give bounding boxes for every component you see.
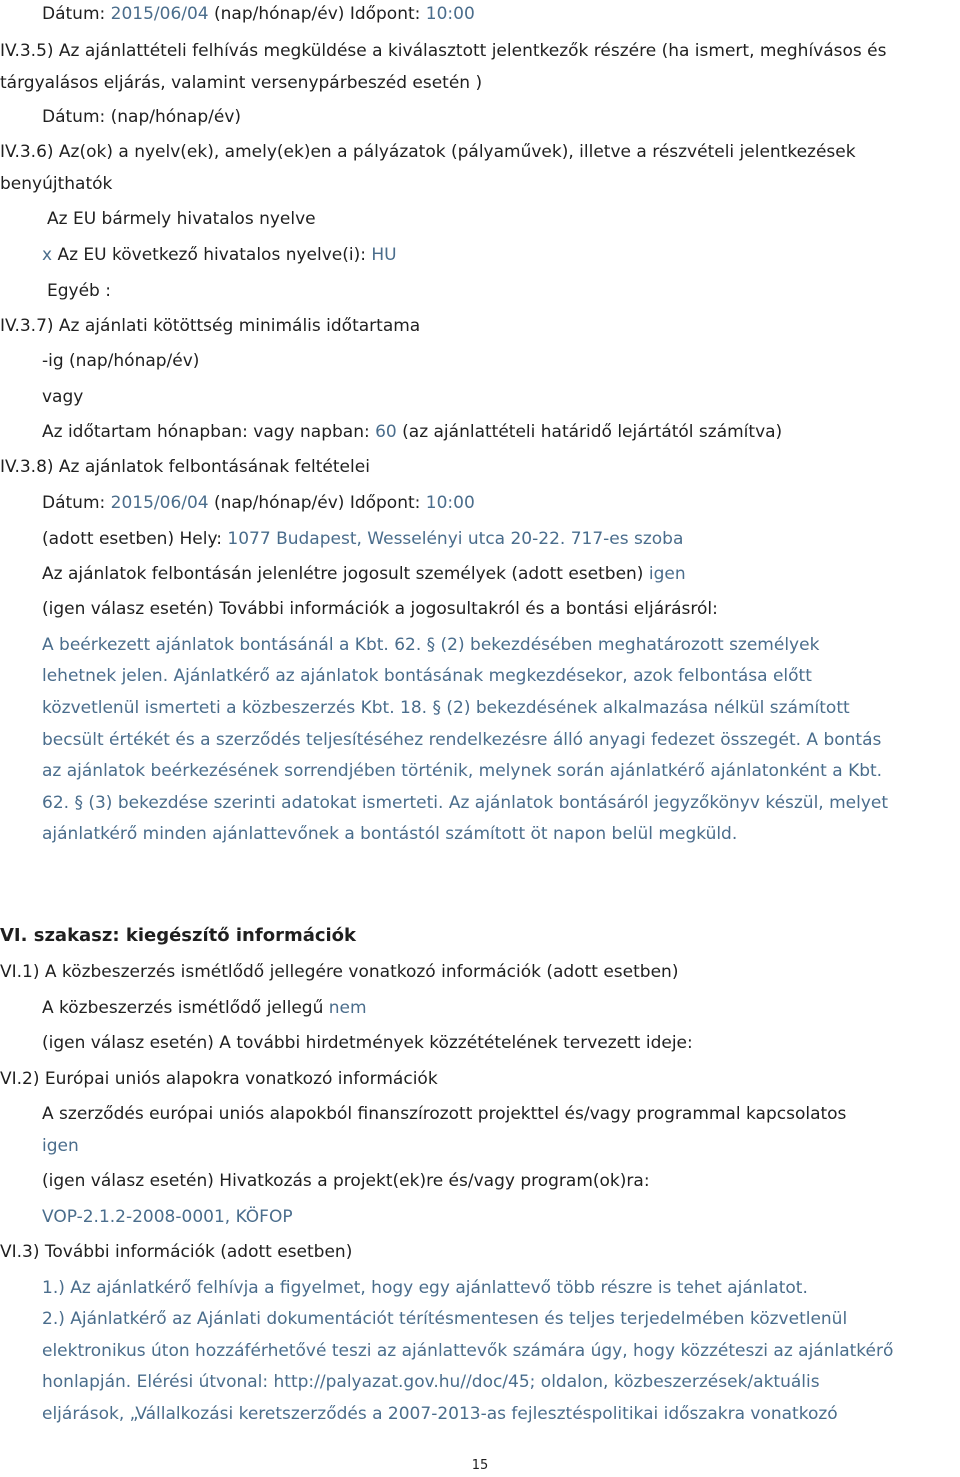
info-line: az ajánlatok beérkezésének sorrendjében történik, melynek során ajánlatkérő ajánlatonként a Kbt. xyxy=(42,761,883,781)
date-unit-label: (nap/hónap/év) Időpont: xyxy=(208,4,426,24)
info-line: ajánlatkérő minden ajánlattevőnek a bontástól számított öt napon belül megküld. xyxy=(42,824,738,844)
additional-info-line: eljárások, „Vállalkozási keretszerződés a 2007-2013-as fejlesztéspolitikai időszakra vonatkozó xyxy=(42,1404,838,1424)
time-value: 10:00 xyxy=(425,493,475,513)
language-value: HU xyxy=(371,245,397,265)
date-label: Dátum: xyxy=(42,493,111,513)
language-option-other: Egyéb : xyxy=(47,281,111,301)
persons-line xyxy=(42,563,686,585)
date-unit-label: (nap/hónap/év) Időpont: xyxy=(208,493,426,513)
duration-label: Az időtartam hónapban: vagy napban: xyxy=(42,422,376,442)
language-option-label: Az EU következő hivatalos nyelve(i): xyxy=(52,245,372,265)
section-iv-3-6-heading-cont: benyújthatók xyxy=(0,174,113,194)
section-vi-3-heading: VI.3) További információk (adott esetben) xyxy=(0,1242,353,1262)
info-line: lehetnek jelen. Ajánlatkérő az ajánlatok bontásának megkezdésekor, azok felbontása előtt xyxy=(42,666,812,686)
opening-date-line xyxy=(42,492,475,514)
info-line: becsült értékét és a szerződés teljesítéséhez rendelkezésre álló anyagi fedezet összegét. A bontás xyxy=(42,730,882,750)
checked-mark: x xyxy=(42,245,53,265)
section-iv-3-7-heading: IV.3.7) Az ajánlati kötöttség minimális időtartama xyxy=(0,316,421,336)
next-notices-label: (igen válasz esetén) A további hirdetmények közzétételének tervezett ideje: xyxy=(42,1033,693,1053)
info-line: 62. § (3) bekezdése szerinti adatokat ismerteti. Az ajánlatok bontásáról jegyzőkönyv készül, melyet xyxy=(42,793,889,813)
until-date-text: -ig (nap/hónap/év) xyxy=(42,351,200,371)
or-text: vagy xyxy=(42,387,84,407)
date-value: 2015/06/04 xyxy=(110,493,209,513)
duration-line xyxy=(42,421,782,443)
info-line: A beérkezett ajánlatok bontásánál a Kbt. 62. § (2) bekezdésében meghatározott személyek xyxy=(42,635,820,655)
additional-info-line: elektronikus úton hozzáférhetővé teszi az ajánlattevők számára úgy, hogy közzéteszi az ajánlatkérő xyxy=(42,1341,894,1361)
project-ref-value: VOP-2.1.2-2008-0001, KÖFOP xyxy=(42,1207,293,1227)
recurring-label: A közbeszerzés ismétlődő jellegű xyxy=(42,998,329,1018)
section-iv-3-6-heading: IV.3.6) Az(ok) a nyelv(ek), amely(ek)en a pályázatok (pályaművek), illetve a részvételi jelentkezések xyxy=(0,142,856,162)
additional-info-line: 1.) Az ajánlatkérő felhívja a figyelmet, hogy egy ajánlattevő több részre is tehet ajánlatot. xyxy=(42,1278,808,1298)
section-vi-title: VI. szakasz: kiegészítő információk xyxy=(0,925,357,946)
section-vi-1-heading: VI.1) A közbeszerzés ismétlődő jellegére vonatkozó információk (adott esetben) xyxy=(0,962,679,982)
duration-value: 60 xyxy=(375,422,397,442)
language-option-following xyxy=(42,244,397,266)
language-option-any: Az EU bármely hivatalos nyelve xyxy=(47,209,316,229)
section-iv-3-8-heading: IV.3.8) Az ajánlatok felbontásának feltételei xyxy=(0,457,370,477)
date-value: 2015/06/04 xyxy=(110,4,209,24)
project-ref-label: (igen válasz esetén) Hivatkozás a projekt(ek)re és/vagy program(ok)ra: xyxy=(42,1171,650,1191)
persons-value: igen xyxy=(648,564,686,584)
info-line: közvetlenül ismerteti a közbeszerzés Kbt. 18. § (2) bekezdésének alkalmazása nélkül számított xyxy=(42,698,850,718)
recurring-value: nem xyxy=(328,998,367,1018)
recurring-line xyxy=(42,997,367,1019)
opening-place-line xyxy=(42,528,683,550)
place-label: (adott esetben) Hely: xyxy=(42,529,228,549)
duration-note: (az ajánlattételi határidő lejártától számítva) xyxy=(396,422,783,442)
persons-label: Az ajánlatok felbontásán jelenlétre jogosult személyek (adott esetben) xyxy=(42,564,649,584)
top-date-line xyxy=(42,3,475,25)
additional-info-line: honlapján. Elérési útvonal: http://palyazat.gov.hu//doc/45; oldalon, közbeszerzések/aktuális xyxy=(42,1372,820,1392)
section-iv-3-5-heading-cont: tárgyalásos eljárás, valamint versenypárbeszéd esetén ) xyxy=(0,73,483,93)
additional-info-line: 2.) Ajánlatkérő az Ajánlati dokumentációt térítésmentesen és teljes terjedelmében közvetlenül xyxy=(42,1309,848,1329)
section-vi-2-heading: VI.2) Európai uniós alapokra vonatkozó információk xyxy=(0,1069,438,1089)
info-label: (igen válasz esetén) További információk a jogosultakról és a bontási eljárásról: xyxy=(42,599,718,619)
time-value: 10:00 xyxy=(425,4,475,24)
eu-funds-label: A szerződés európai uniós alapokból finanszírozott projekttel és/vagy programmal kapcsolatos xyxy=(42,1104,847,1124)
date-label: Dátum: xyxy=(42,4,111,24)
eu-funds-value: igen xyxy=(42,1136,79,1156)
section-iv-3-5-heading: IV.3.5) Az ajánlattételi felhívás megküldése a kiválasztott jelentkezők részére (ha ismert, meghívásos és xyxy=(0,41,887,61)
page-number: 15 xyxy=(471,1458,489,1473)
section-iv-3-5-date: Dátum: (nap/hónap/év) xyxy=(42,107,242,127)
place-value: 1077 Budapest, Wesselényi utca 20-22. 717-es szoba xyxy=(227,529,684,549)
